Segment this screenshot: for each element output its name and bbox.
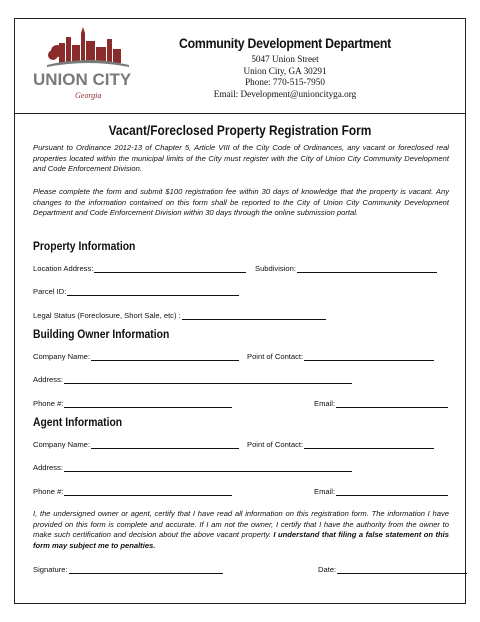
intro-paragraph-ordinance: Pursuant to Ordinance 2012-13 of Chapter 5, Article VIII of the City Code of Ordinances, any vacant or foreclosed real properties located within the municipal limits of the City must register with the City of Union City Community Development and Code Enforcement Division. bbox=[33, 143, 449, 174]
certification-statement bbox=[33, 509, 449, 551]
agent-address-field[interactable] bbox=[33, 463, 352, 472]
agent-contact-line[interactable] bbox=[304, 441, 434, 449]
department-block bbox=[155, 35, 415, 100]
city-address: Union City, GA 30291 bbox=[243, 65, 327, 76]
subdivision-field[interactable] bbox=[255, 264, 437, 273]
certification-penalty-warning: I understand that filing a false statement on this form may subject me to penalties. bbox=[33, 530, 449, 550]
owner-company-line[interactable] bbox=[91, 353, 239, 361]
subdivision-line[interactable] bbox=[297, 265, 437, 273]
owner-contact-field[interactable] bbox=[247, 352, 434, 361]
form-title: Vacant/Foreclosed Property Registration Form bbox=[108, 123, 372, 138]
owner-address-field[interactable] bbox=[33, 375, 352, 384]
agent-email-field[interactable] bbox=[314, 487, 448, 496]
legal-status-line[interactable] bbox=[182, 312, 326, 320]
owner-phone-field[interactable] bbox=[33, 399, 232, 408]
subdivision-label: Subdivision: bbox=[255, 264, 296, 273]
agent-address-line[interactable] bbox=[64, 464, 352, 472]
owner-phone-label: Phone #: bbox=[33, 399, 64, 408]
location-address-label: Location Address: bbox=[33, 264, 94, 273]
department-email[interactable]: Email: Development@unioncityga.org bbox=[213, 88, 357, 99]
department-title: Community Development Department bbox=[179, 35, 391, 51]
owner-company-field[interactable] bbox=[33, 352, 239, 361]
intro-paragraph-instructions: Please complete the form and submit $100 registration fee within 30 days of knowledge that the property is vacant. Any changes to the information contained on this form shall be reported to the City of Union City Community Development Department and Code Enforcement Division within 30 days through the online submission portal. bbox=[33, 187, 449, 218]
agent-contact-field[interactable] bbox=[247, 440, 434, 449]
owner-email-label: Email: bbox=[314, 399, 336, 408]
date-line[interactable] bbox=[337, 566, 467, 574]
street-address: 5047 Union Street bbox=[251, 54, 319, 64]
union-city-logo bbox=[29, 25, 149, 103]
owner-email-field[interactable] bbox=[314, 399, 448, 408]
legal-status-label: Legal Status (Foreclosure, Short Sale, etc) : bbox=[33, 311, 181, 320]
parcel-id-label: Parcel ID: bbox=[33, 287, 67, 296]
form-page bbox=[14, 18, 466, 604]
letterhead bbox=[15, 19, 465, 119]
owner-section-heading: Building Owner Information bbox=[33, 329, 170, 341]
owner-address-label: Address: bbox=[33, 375, 63, 384]
owner-phone-line[interactable] bbox=[64, 400, 232, 408]
agent-contact-label: Point of Contact: bbox=[247, 440, 304, 449]
signature-label: Signature: bbox=[33, 565, 68, 574]
date-field[interactable] bbox=[318, 565, 467, 574]
agent-email-label: Email: bbox=[314, 487, 336, 496]
agent-email-line[interactable] bbox=[336, 488, 448, 496]
logo-subtitle: Georgia bbox=[75, 91, 102, 100]
agent-company-field[interactable] bbox=[33, 440, 239, 449]
department-phone: Phone: 770-515-7950 bbox=[245, 77, 325, 87]
owner-address-line[interactable] bbox=[64, 376, 352, 384]
agent-company-line[interactable] bbox=[91, 441, 239, 449]
owner-email-line[interactable] bbox=[336, 400, 448, 408]
agent-phone-line[interactable] bbox=[64, 488, 232, 496]
date-label: Date: bbox=[318, 565, 337, 574]
parcel-id-field[interactable] bbox=[33, 287, 239, 296]
owner-company-label: Company Name: bbox=[33, 352, 90, 361]
legal-status-field[interactable] bbox=[33, 311, 326, 320]
header-divider bbox=[15, 113, 465, 114]
logo-wordmark: UNION CITY bbox=[33, 70, 132, 89]
parcel-id-line[interactable] bbox=[67, 288, 239, 296]
location-address-line[interactable] bbox=[94, 265, 246, 273]
signature-line[interactable] bbox=[69, 566, 223, 574]
agent-address-label: Address: bbox=[33, 463, 63, 472]
property-section-heading: Property Information bbox=[33, 241, 136, 253]
owner-contact-label: Point of Contact: bbox=[247, 352, 304, 361]
agent-phone-field[interactable] bbox=[33, 487, 232, 496]
agent-section-heading: Agent Information bbox=[33, 417, 123, 429]
location-address-field[interactable] bbox=[33, 264, 246, 273]
certification-text: I, the undersigned owner or agent, certify that I have read all information on this registration form. The information I have provided on this form is complete and accurate. If I am not the owner, I certify that I have the authority from the owner to make such certification and decision about the above vacant property. bbox=[33, 509, 449, 540]
owner-contact-line[interactable] bbox=[304, 353, 434, 361]
agent-company-label: Company Name: bbox=[33, 440, 90, 449]
agent-phone-label: Phone #: bbox=[33, 487, 64, 496]
signature-field[interactable] bbox=[33, 565, 223, 574]
